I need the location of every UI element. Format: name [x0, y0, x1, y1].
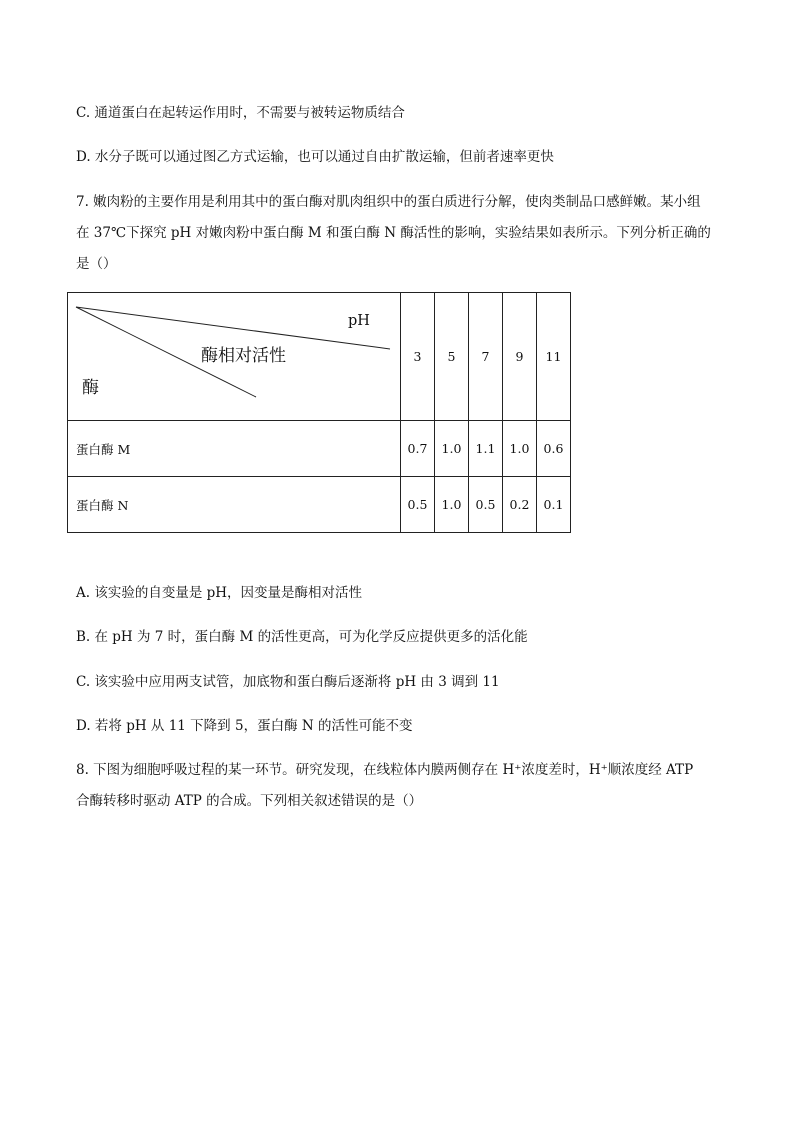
question-7-option-d: D. 若将 pH 从 11 下降到 5，蛋白酶 N 的活性可能不变 [76, 718, 413, 734]
question-7-option-c: C. 该实验中应用两支试管，加底物和蛋白酶后逐渐将 pH 由 3 调到 11 [76, 674, 500, 690]
table-cell: 0.2 [503, 477, 537, 533]
option-c-previous: C. 通道蛋白在起转运作用时，不需要与被转运物质结合 [76, 105, 405, 121]
ph-value-cell: 5 [435, 293, 469, 421]
diagonal-header-cell [68, 293, 401, 421]
question-7-option-b: B. 在 pH 为 7 时，蛋白酶 M 的活性更高，可为化学反应提供更多的活化能 [76, 629, 528, 645]
table-cell: 1.1 [469, 421, 503, 477]
table-header-row [68, 293, 571, 421]
ph-value-cell: 3 [401, 293, 435, 421]
table-cell: 1.0 [435, 477, 469, 533]
question-8-line-2: 合酶转移时驱动 ATP 的合成。下列相关叙述错误的是（） [76, 793, 423, 809]
ph-value-cell: 9 [503, 293, 537, 421]
header-ph-label: pH [348, 313, 370, 329]
table-cell: 0.7 [401, 421, 435, 477]
header-enzyme-label: 酶 [82, 378, 99, 398]
table-cell: 0.1 [537, 477, 571, 533]
question-7-option-a: A. 该实验的自变量是 pH，因变量是酶相对活性 [76, 585, 363, 601]
header-activity-label: 酶相对活性 [201, 346, 286, 366]
table-row-enzyme-m [68, 421, 571, 477]
enzyme-activity-table [67, 292, 571, 533]
table-row-enzyme-n [68, 477, 571, 533]
question-7-line-1: 7. 嫩肉粉的主要作用是利用其中的蛋白酶对肌肉组织中的蛋白质进行分解，使肉类制品口感鲜嫩。某小组 [76, 194, 701, 210]
question-8-line-1: 8. 下图为细胞呼吸过程的某一环节。研究发现，在线粒体内膜两侧存在 H⁺浓度差时，H⁺顺浓度经 ATP [76, 762, 694, 778]
question-7-line-3: 是（） [76, 256, 117, 272]
ph-value-cell: 7 [469, 293, 503, 421]
row-label-enzyme-n: 蛋白酶 N [68, 477, 401, 533]
table-cell: 1.0 [435, 421, 469, 477]
table-cell: 1.0 [503, 421, 537, 477]
table-cell: 0.5 [401, 477, 435, 533]
question-7-line-2: 在 37℃下探究 pH 对嫩肉粉中蛋白酶 M 和蛋白酶 N 酶活性的影响，实验结果如表所示。下列分析正确的 [76, 225, 711, 241]
row-label-enzyme-m: 蛋白酶 M [68, 421, 401, 477]
table-cell: 0.6 [537, 421, 571, 477]
table-cell: 0.5 [469, 477, 503, 533]
ph-value-cell: 11 [537, 293, 571, 421]
option-d-previous: D. 水分子既可以通过图乙方式运输，也可以通过自由扩散运输，但前者速率更快 [76, 149, 554, 165]
